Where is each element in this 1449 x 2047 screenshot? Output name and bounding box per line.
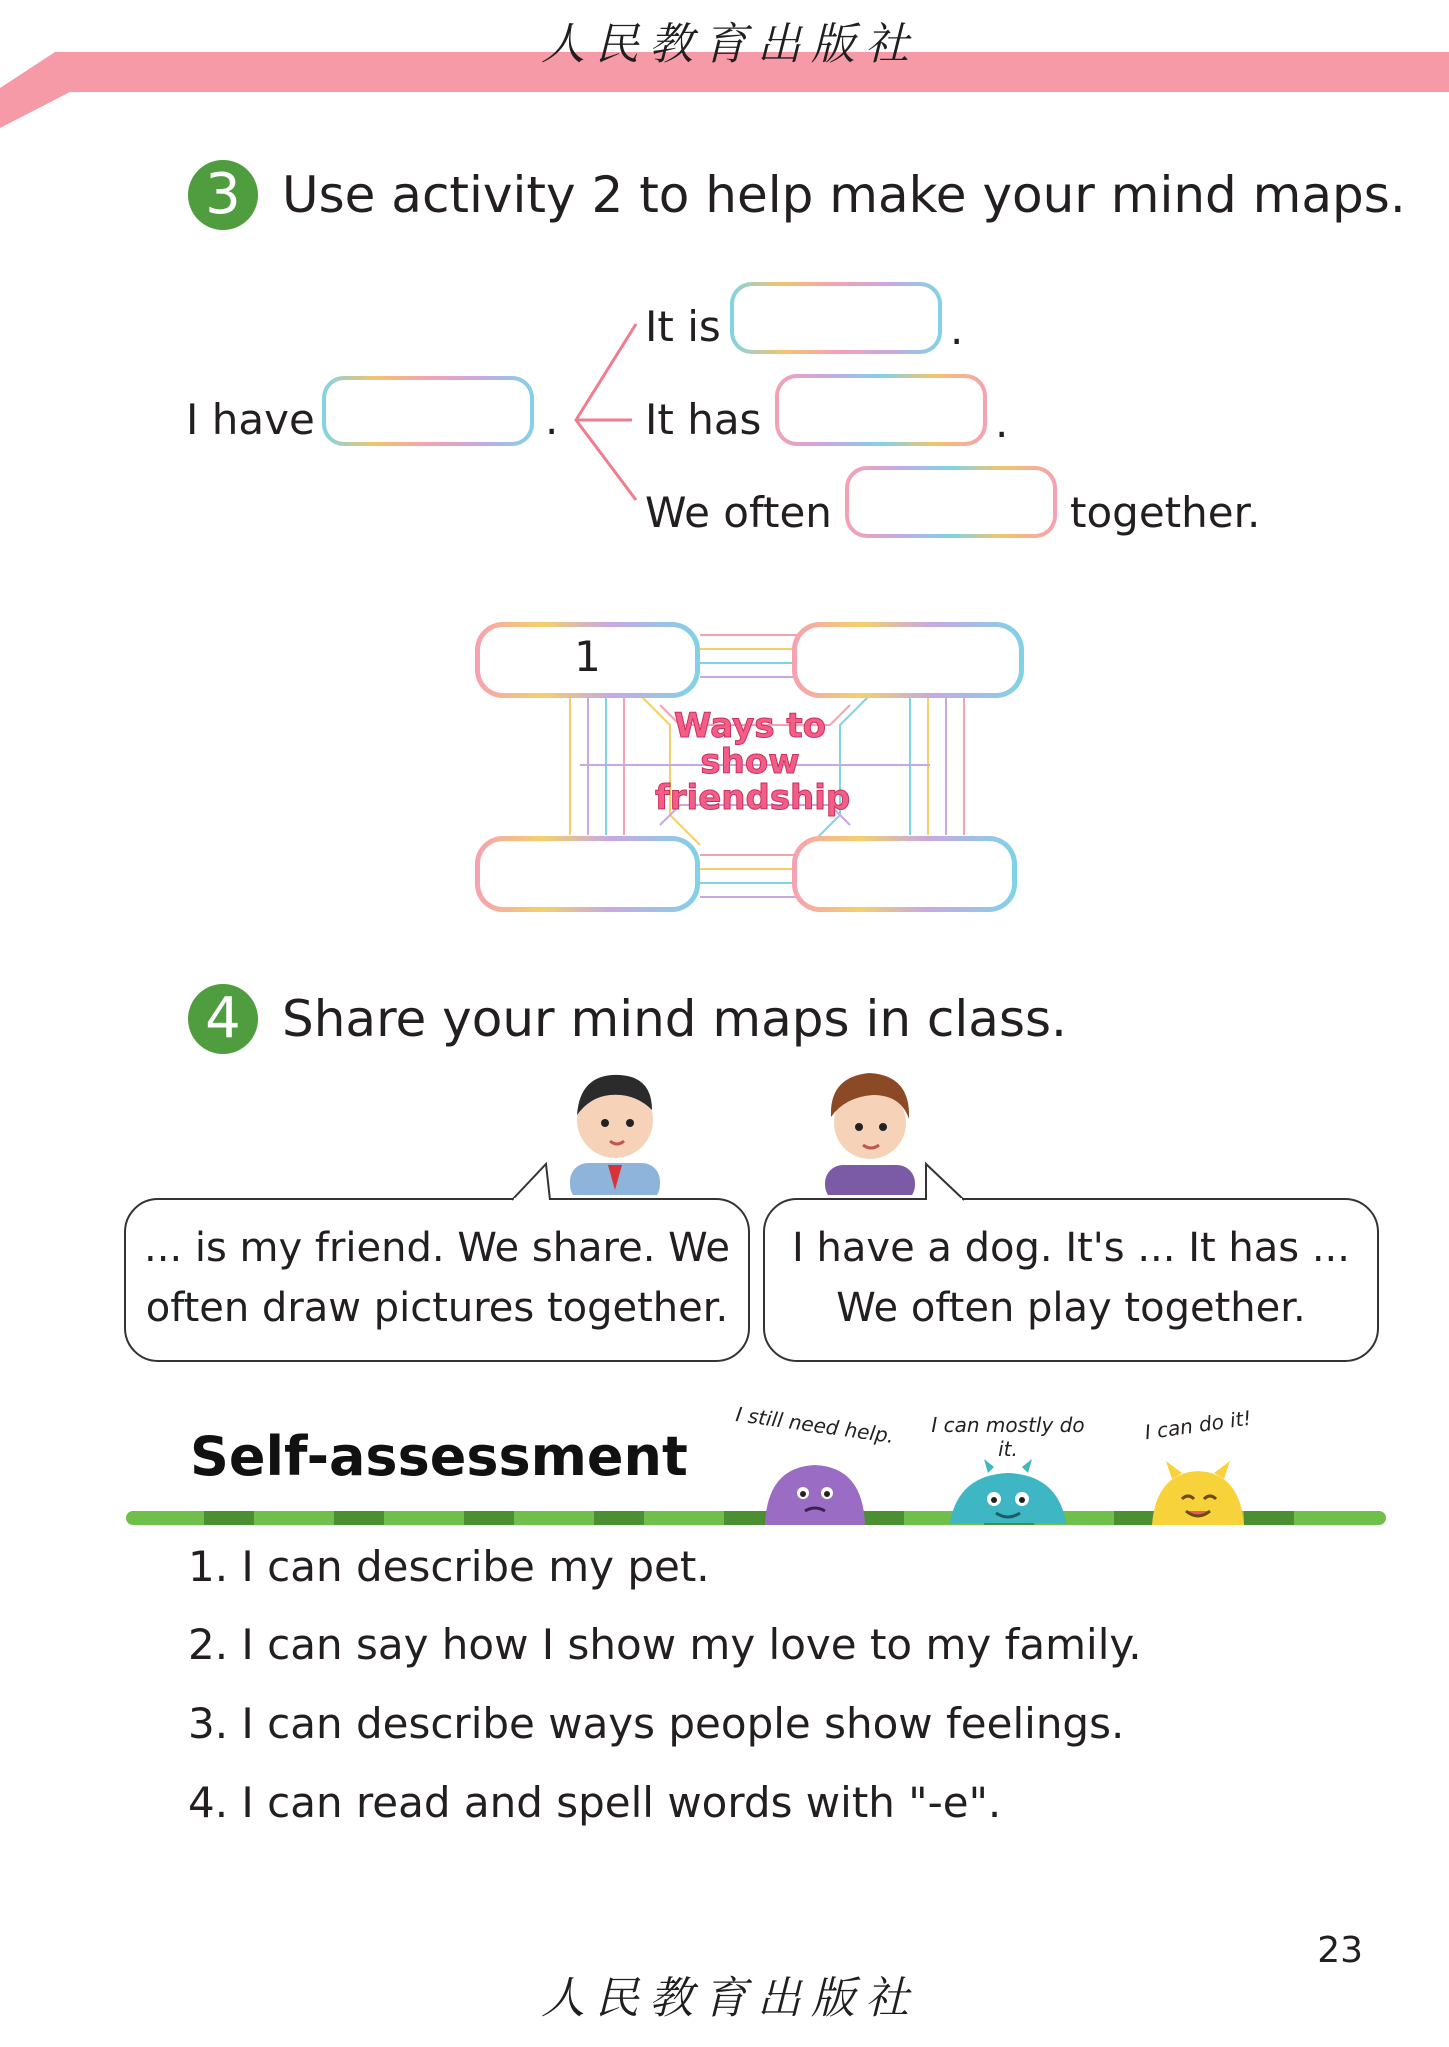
mindmap-box-bottom-right[interactable] — [792, 836, 1017, 912]
assessment-item-1: 1. I can describe my pet. — [188, 1542, 710, 1591]
girl-illustration — [805, 1055, 935, 1195]
mindmap-center-title — [655, 706, 851, 818]
badge-can-do-it[interactable] — [1128, 1405, 1268, 1525]
together-label: together. — [1070, 488, 1261, 537]
badge-mostly-do-it-label: I can mostly do it. — [931, 1413, 1085, 1461]
activity-4-heading: Share your mind maps in class. — [282, 990, 1067, 1048]
self-assessment-title: Self-assessment — [190, 1425, 688, 1488]
badge-still-need-help-label: I still need help. — [734, 1402, 896, 1448]
assessment-item-3: 3. I can describe ways people show feelings. — [188, 1699, 1125, 1748]
header-publisher: 人民教育出版社 — [541, 19, 919, 70]
assessment-item-2: 2. I can say how I show my love to my family. — [188, 1620, 1142, 1669]
we-often-blank[interactable] — [845, 466, 1057, 538]
branch-lines — [566, 308, 646, 508]
mindmap-box-top-right[interactable] — [792, 622, 1024, 698]
it-has-blank[interactable] — [775, 374, 987, 446]
i-have-blank[interactable] — [322, 376, 534, 446]
center-title-line-3: friendship — [655, 778, 851, 818]
badge-still-need-help[interactable] — [734, 1402, 896, 1525]
mindmap-box-bottom-left[interactable] — [475, 836, 700, 912]
we-often-label: We often — [645, 488, 832, 537]
bubble-tail-left — [510, 1160, 570, 1202]
period-1: . — [545, 395, 559, 444]
activity-4-badge: 4 — [188, 984, 258, 1054]
footer-publisher: 人民教育出版社 — [541, 1973, 919, 2024]
period-2: . — [950, 305, 964, 354]
bubble-tail-right — [920, 1160, 980, 1202]
center-title-line-1: Ways to — [673, 706, 827, 746]
it-is-blank[interactable] — [730, 282, 942, 354]
page-number: 23 — [1317, 1930, 1363, 1971]
speech-bubble-right: I have a dog. It's ... It has ... We often play together. — [763, 1198, 1379, 1362]
center-title-line-2: show — [700, 742, 800, 782]
it-is-label: It is — [645, 302, 721, 351]
speech-bubble-left: ... is my friend. We share. We often draw pictures together. — [124, 1198, 750, 1362]
assessment-item-4: 4. I can read and spell words with "-e". — [188, 1778, 1002, 1827]
mindmap-box-top-left[interactable]: 1 — [475, 622, 700, 698]
badge-can-do-it-label: I can do it! — [1143, 1405, 1253, 1445]
i-have-label: I have — [186, 395, 315, 444]
activity-3-badge: 3 — [188, 160, 258, 230]
badge-mostly-do-it[interactable] — [928, 1415, 1088, 1525]
activity-3-heading: Use activity 2 to help make your mind maps. — [282, 166, 1406, 224]
period-3: . — [995, 398, 1009, 447]
it-has-label: It has — [645, 395, 762, 444]
